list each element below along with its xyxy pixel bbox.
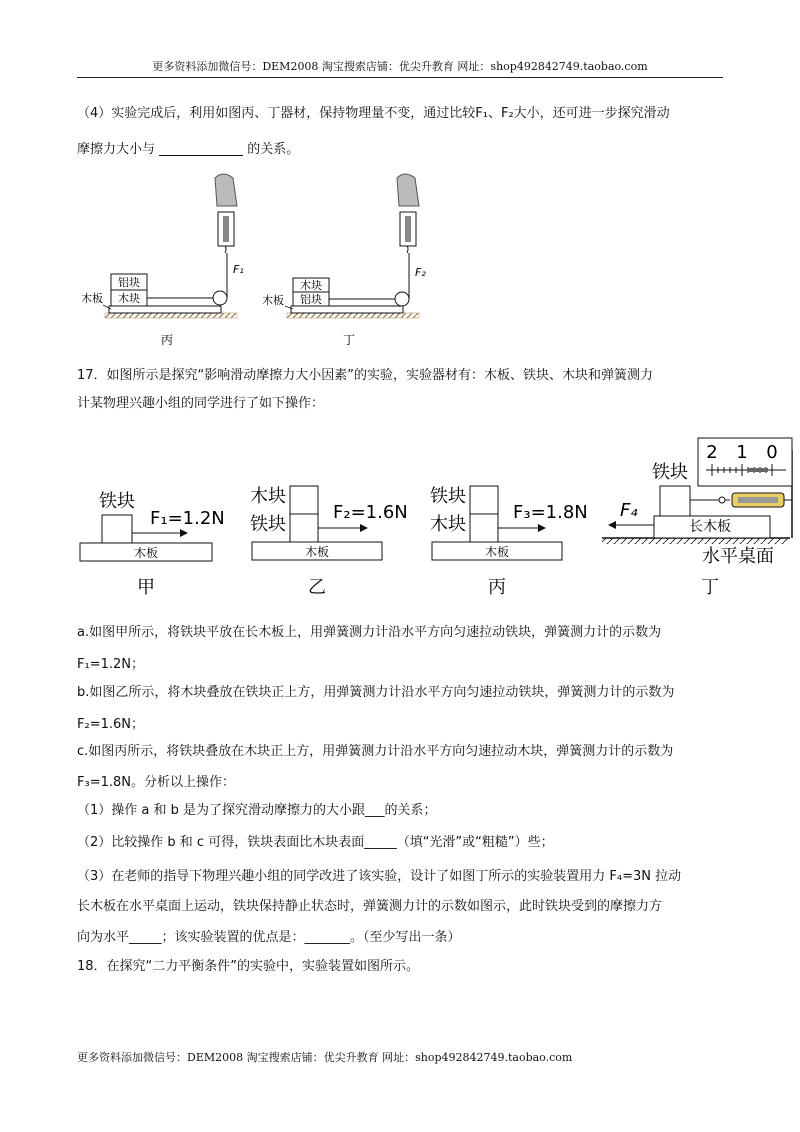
header-rule — [77, 77, 723, 78]
force-label: F₁=1.2N — [150, 508, 225, 529]
scale-tick: 0 — [766, 442, 778, 463]
bottom-block — [470, 514, 498, 542]
question-3-line2: 长木板在水平桌面上运动，铁块保持静止状态时，弹簧测力计的示数如图示，此时铁块受到的摩擦力方 — [77, 899, 663, 914]
setup-ding — [602, 438, 792, 598]
scale-tick: 2 — [706, 442, 718, 463]
pulley — [395, 292, 409, 306]
caption: 甲 — [137, 577, 155, 598]
setup-yi — [250, 486, 408, 598]
hand-icon — [397, 174, 419, 206]
table-surface — [287, 313, 419, 318]
q4-line2-b: 的关系。 — [247, 142, 300, 157]
force-label: F₂ — [415, 266, 426, 279]
setup-bing — [430, 486, 588, 598]
desk-hatch — [602, 538, 788, 544]
setup-jia — [80, 491, 225, 598]
board — [109, 306, 221, 313]
figure-jia-yi-bing-ding — [70, 430, 778, 610]
q4-line1: （4）实验完成后，利用如图丙、丁器材，保持物理量不变，通过比较F₁、F₂大小，还可进一步探究滑动 — [77, 106, 670, 121]
bottom-block-label: 铝块 — [300, 293, 322, 306]
board-label: 木板 — [262, 294, 284, 307]
board-label: 木板 — [304, 545, 330, 559]
caption: 丁 — [342, 333, 356, 347]
op-c-line2: F₃=1.8N。分析以上操作： — [77, 775, 235, 790]
op-a-line1: a.如图甲所示，将铁块平放在长木板上，用弹簧测力计沿水平方向匀速拉动铁块，弹簧测力计的示数为 — [77, 625, 662, 640]
page-footer: 更多资料添加微信号：DEM2008 淘宝搜索店铺：优尖升教育 网址：shop492842749.taobao.com — [77, 1051, 573, 1064]
op-a-line2: F₁=1.2N； — [77, 657, 144, 672]
question-1: （1）操作 a 和 b 是为了探究滑动摩擦力的大小跟___的关系； — [77, 803, 437, 818]
op-b-line2: F₂=1.6N； — [77, 717, 144, 732]
bottom-block-label: 铁块 — [250, 514, 286, 535]
force-label: F₄ — [620, 500, 638, 521]
caption: 丙 — [160, 333, 174, 347]
block — [660, 486, 690, 516]
apparatus-ding — [262, 174, 426, 347]
block-label: 铁块 — [652, 462, 688, 483]
q17-line1: 17．如图所示是探究“影响滑动摩擦力大小因素”的实验，实验器材有：木板、铁块、木块和弹簧测力 — [77, 368, 654, 383]
bottom-block-label: 木块 — [118, 292, 140, 305]
hand-icon — [215, 174, 237, 206]
caption: 丙 — [488, 577, 506, 598]
pulley — [213, 291, 227, 305]
force-label: F₁ — [233, 263, 244, 276]
top-block — [290, 486, 318, 514]
question-2: （2）比较操作 b 和 c 可得，铁块表面比木块表面_____（填“光滑”或“粗糙”）些； — [77, 835, 554, 850]
q17-line2: 计某物理兴趣小组的同学进行了如下操作： — [77, 396, 325, 411]
top-block-label: 木块 — [250, 486, 286, 507]
caption: 乙 — [308, 577, 326, 598]
top-block — [470, 486, 498, 514]
desk-label: 水平桌面 — [702, 546, 774, 567]
page-header: 更多资料添加微信号：DEM2008 淘宝搜索店铺：优尖升教育 网址：shop492842749.taobao.com — [152, 60, 648, 73]
board — [291, 306, 403, 313]
long-board-label: 长木板 — [689, 519, 731, 535]
top-block-label: 铁块 — [430, 486, 466, 507]
block-label: 铁块 — [99, 491, 135, 512]
top-block-label: 木块 — [300, 279, 322, 292]
bottom-block-label: 木块 — [430, 514, 466, 535]
question-3-line3: 向为水平_____；该实验装置的优点是：_______。（至少写出一条） — [77, 930, 461, 945]
op-b-line1: b.如图乙所示，将木块叠放在铁块正上方，用弹簧测力计沿水平方向匀速拉动铁块，弹簧测力计的示数为 — [77, 685, 675, 700]
q4-line2 — [77, 141, 723, 159]
caption: 丁 — [701, 577, 719, 598]
answer-blank — [159, 141, 243, 156]
q18-line: 18．在探究“二力平衡条件”的实验中，实验装置如图所示。 — [77, 959, 420, 974]
question-3-line1: （3）在老师的指导下物理兴趣小组的同学改进了该实验，设计了如图丁所示的实验装置用力 F₄=3N 拉动 — [77, 869, 682, 884]
board-label: 木板 — [133, 546, 159, 560]
board-label: 木板 — [81, 292, 103, 305]
op-c-line1: c.如图丙所示，将铁块叠放在木块正上方，用弹簧测力计沿水平方向匀速拉动木块，弹簧测力计的示数为 — [77, 744, 674, 759]
force-label: F₂=1.6N — [333, 502, 408, 523]
block — [102, 515, 132, 543]
bottom-block — [290, 514, 318, 542]
top-block-label: 铝块 — [118, 276, 140, 289]
scale-tick: 1 — [736, 442, 748, 463]
apparatus-bing — [81, 174, 244, 347]
table-surface — [105, 313, 237, 318]
q4-line2-a: 摩擦力大小与 — [77, 142, 156, 157]
force-label: F₃=1.8N — [513, 502, 588, 523]
board-label: 木板 — [484, 545, 510, 559]
figure-bing-ding — [75, 168, 435, 353]
